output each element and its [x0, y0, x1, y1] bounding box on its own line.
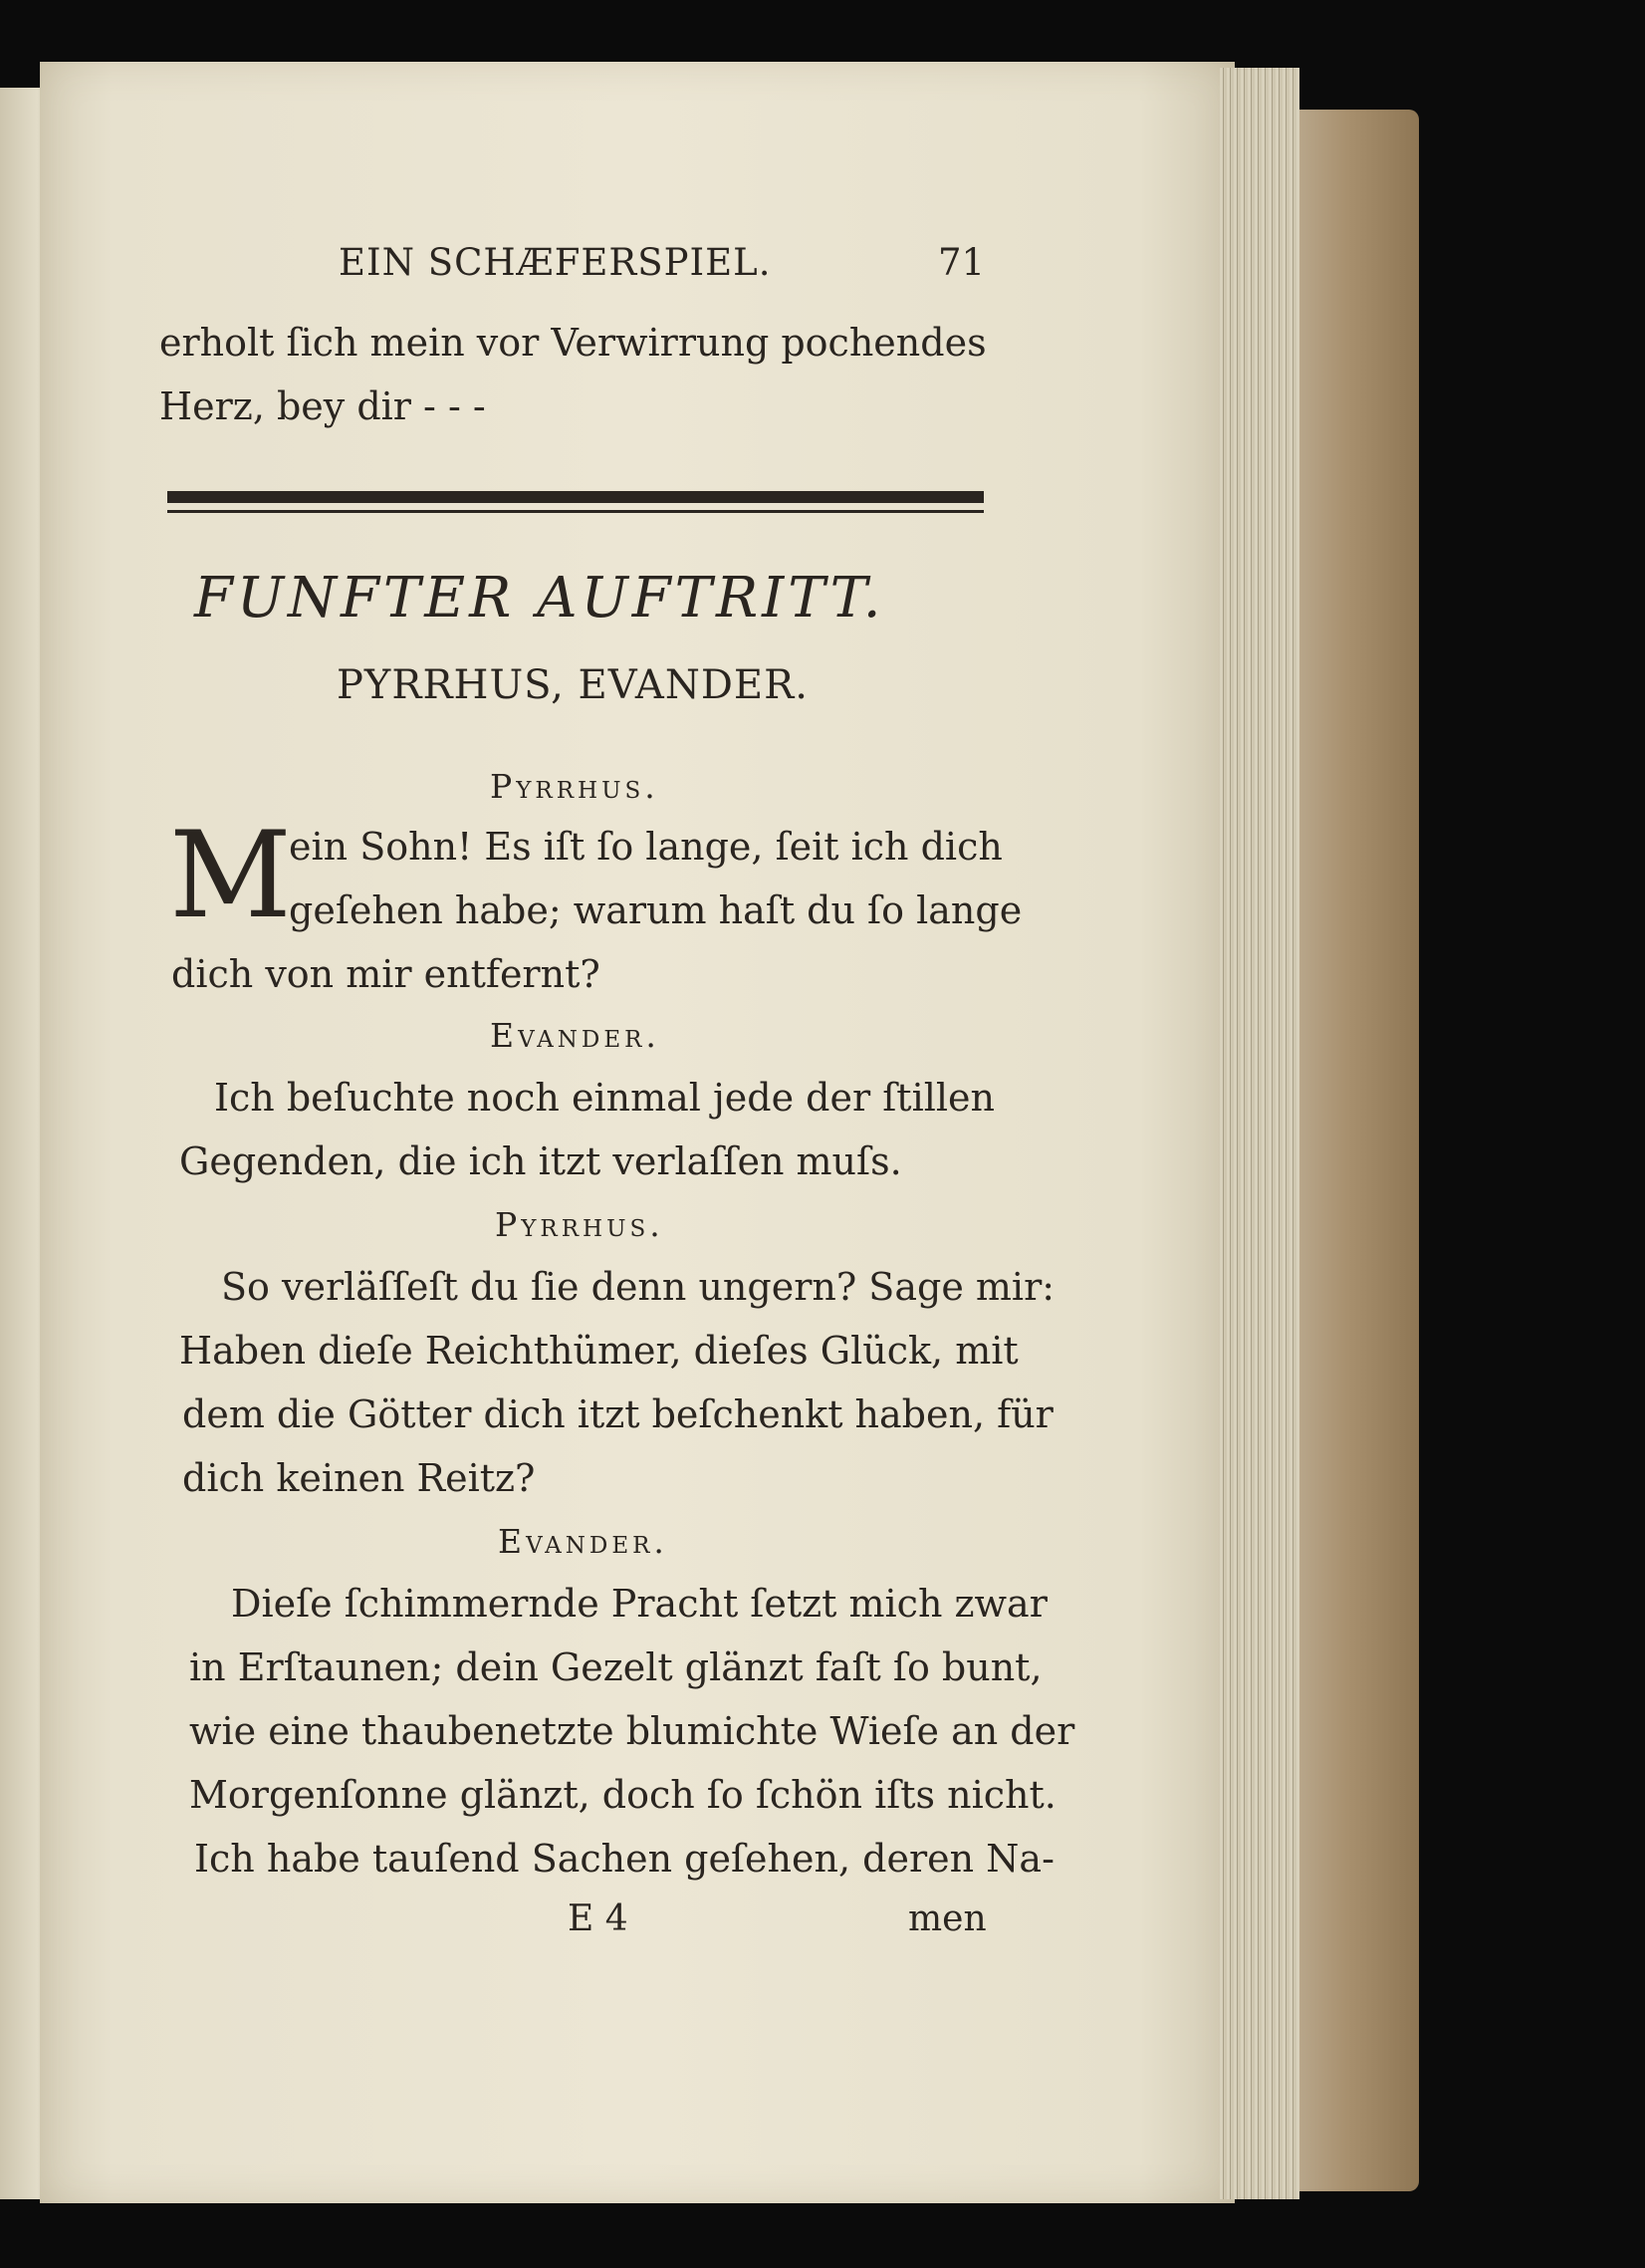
text-line: erholt ſich mein vor Verwirrung pochendes [159, 321, 987, 365]
book-page [40, 62, 1235, 2203]
text-line: geſehen habe; warum haſt du ſo lange [289, 888, 1023, 932]
speaker-name: Pyrrhus. [490, 767, 659, 806]
text-line: So verläſſeſt du ſie denn ungern? Sage mir: [221, 1265, 1056, 1309]
text-line: Gegenden, die ich itzt verlaſſen muſs. [179, 1139, 902, 1183]
text-line: in Erſtaunen; dein Gezelt glänzt faſt ſo bunt, [189, 1645, 1043, 1689]
text-line: Morgenſonne glänzt, doch ſo ſchön iſts nicht. [189, 1773, 1057, 1817]
text-line: dich von mir entfernt? [171, 952, 600, 996]
text-line: wie eine thaubenetzte blumichte Wieſe an der [189, 1709, 1075, 1753]
text-line: Ich beſuchte noch einmal jede der ſtillen [214, 1076, 995, 1120]
text-line: Dieſe ſchimmernde Pracht ſetzt mich zwar [231, 1582, 1048, 1626]
speaker-name: Evander. [498, 1522, 668, 1561]
text-line: Herz, bey dir - - - [159, 384, 486, 428]
scene-characters: PYRRHUS, EVANDER. [337, 662, 809, 708]
signature-mark: E 4 [568, 1898, 628, 1939]
page-number: 71 [938, 241, 986, 284]
page-stack [1220, 68, 1299, 2199]
speaker-name: Pyrrhus. [495, 1205, 664, 1244]
text-line: dich keinen Reitz? [182, 1456, 536, 1500]
scene-title: FUNFTER AUFTRITT. [194, 566, 885, 630]
section-rule-thin [167, 510, 984, 513]
drop-cap: M [169, 807, 292, 945]
catchword: men [908, 1898, 987, 1939]
text-line: Haben dieſe Reichthümer, dieſes Glück, mit [179, 1329, 1019, 1373]
speaker-name: Evander. [490, 1016, 660, 1055]
text-line: ein Sohn! Es iſt ſo lange, ſeit ich dich [289, 825, 1003, 869]
text-line: dem die Götter dich itzt beſchenkt haben, für [182, 1392, 1054, 1436]
text-line: Ich habe tauſend Sachen geſehen, deren Na- [194, 1837, 1055, 1881]
book-fore-edge [1299, 110, 1419, 2191]
section-rule-thick [167, 491, 984, 503]
running-title: EIN SCHÆFERSPIEL. [339, 241, 772, 284]
